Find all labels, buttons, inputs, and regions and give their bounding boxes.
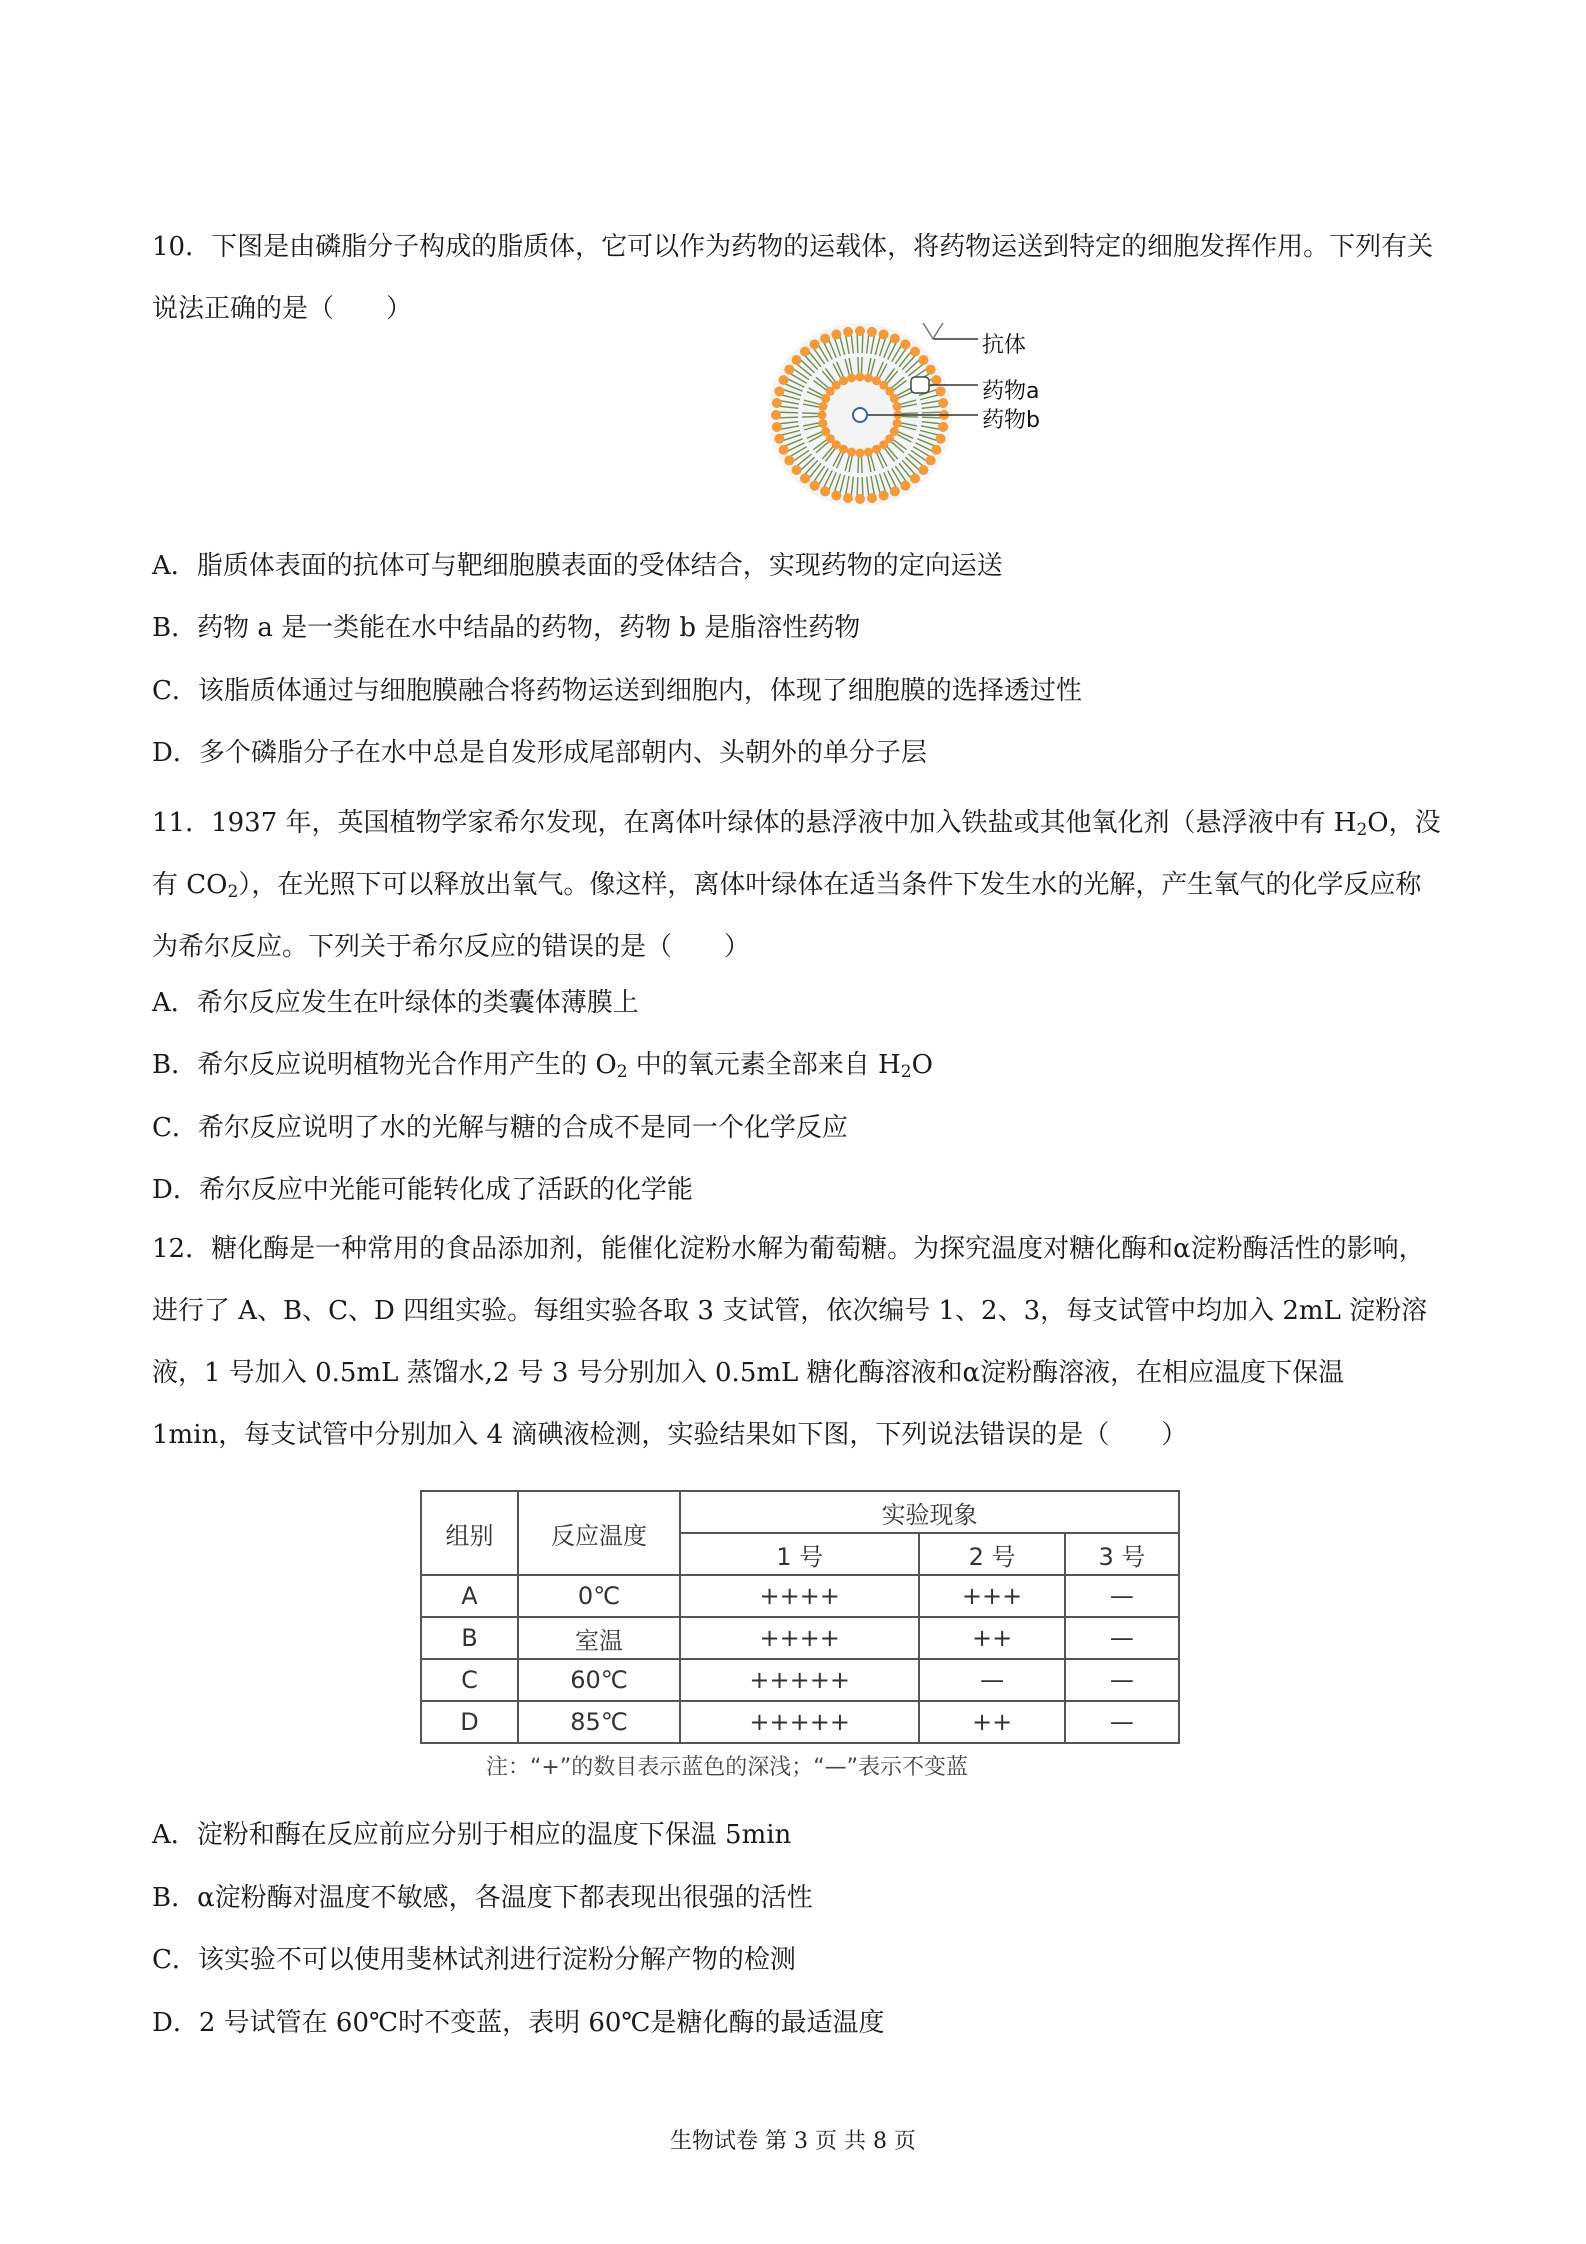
- header-temp: 反应温度: [518, 1491, 680, 1575]
- inner-lipid-head: [872, 445, 881, 454]
- outer-lipid-head: [890, 334, 900, 344]
- outer-lipid-head: [926, 365, 936, 375]
- outer-lipid-head: [918, 465, 928, 475]
- header-phenomenon: 实验现象: [680, 1491, 1179, 1533]
- outer-lipid-head: [867, 327, 877, 337]
- q10-option-c: C．该脂质体通过与细胞膜融合将药物运送到细胞内，体现了细胞膜的选择透过性: [152, 676, 1082, 706]
- cell-tube-3: —: [1065, 1617, 1179, 1659]
- q11-stem: 11．1937 年，英国植物学家希尔发现，在离体叶绿体的悬浮液中加入铁盐或其他氧化剂（悬浮液中有 $H_2O$，没有 $CO_2$），在光照下可以释放出氧气。像这样，离体叶绿体在适当条件下发生水的光解，产生氧气的化学反应称为希尔反应。下列关于希尔反应的错误的是（ ）: [152, 808, 1441, 962]
- table-row: [421, 1575, 1179, 1617]
- inner-lipid-head: [839, 376, 848, 385]
- cell-group: B: [421, 1617, 518, 1659]
- outer-lipid-head: [774, 386, 784, 396]
- outer-lipid-head: [900, 339, 910, 349]
- cell-tube-2: ++: [919, 1701, 1064, 1743]
- q11-option-b: B．希尔反应说明植物光合作用产生的 $O_2$ 中的氧元素全部来自 $H_2O$: [152, 1050, 933, 1082]
- outer-lipid-head: [855, 326, 865, 336]
- inner-lipid-head: [864, 448, 873, 457]
- outer-lipid-head: [831, 491, 841, 501]
- outer-lipid-head: [771, 410, 781, 420]
- q12-option-d: D．2 号试管在 60℃时不变蓝，表明 60℃是糖化酶的最适温度: [152, 2008, 885, 2038]
- outer-lipid-head: [918, 355, 928, 365]
- table-row: [421, 1659, 1179, 1701]
- drug-b-icon: [853, 408, 867, 422]
- cell-group: D: [421, 1701, 518, 1743]
- cell-group: A: [421, 1575, 518, 1617]
- outer-lipid-head: [779, 445, 789, 455]
- outer-lipid-head: [810, 481, 820, 491]
- inner-lipid-head: [818, 411, 827, 420]
- drug-a-icon: [911, 377, 929, 393]
- outer-lipid-head: [910, 347, 920, 357]
- q12-stem: 12．糖化酶是一种常用的食品添加剂，能催化淀粉水解为葡萄糖。为探究温度对糖化酶和α淀粉酶活性的影响，进行了 A、B、C、D 四组实验。每组实验各取 3 支试管，依次编号 1、2、3，每支试管中均加入 2mL 淀粉溶液，1 号加入 0.5mL 蒸馏水,2 号 3 号分别加入 0.5mL 糖化酶溶液和α淀粉酶溶液，在相应温度下保温 1min，每支试管中分别加入 4 滴碘液检测，实验结果如下图，下列说法错误的是（ ）: [152, 1234, 1428, 1450]
- inner-lipid-head: [893, 419, 902, 428]
- q10-stem: 10．下图是由磷脂分子构成的脂质体，它可以作为药物的运载体，将药物运送到特定的细胞发挥作用。下列有关说法正确的是（ ）: [152, 232, 1434, 324]
- inner-lipid-head: [864, 373, 873, 382]
- outer-lipid-head: [831, 329, 841, 339]
- q10-option-b: B．药物 a 是一类能在水中结晶的药物，药物 b 是脂溶性药物: [152, 613, 861, 643]
- inner-lipid-head: [818, 419, 827, 428]
- outer-lipid-head: [938, 422, 948, 432]
- table-row: [421, 1701, 1179, 1743]
- outer-lipid-head: [784, 365, 794, 375]
- outer-lipid-head: [879, 329, 889, 339]
- inner-lipid-head: [856, 449, 865, 458]
- cell-tube-2: —: [919, 1659, 1064, 1701]
- cell-temp: 85℃: [518, 1701, 680, 1743]
- outer-lipid-head: [936, 386, 946, 396]
- outer-lipid-head: [900, 481, 910, 491]
- outer-lipid-head: [810, 339, 820, 349]
- outer-lipid-head: [792, 355, 802, 365]
- outer-lipid-head: [910, 473, 920, 483]
- outer-lipid-head: [843, 327, 853, 337]
- outer-lipid-head: [867, 493, 877, 503]
- inner-lipid-head: [818, 402, 827, 411]
- outer-lipid-head: [772, 398, 782, 408]
- cell-group: C: [421, 1659, 518, 1701]
- inner-lipid-head: [821, 427, 830, 436]
- outer-lipid-head: [772, 422, 782, 432]
- table-row: [421, 1617, 1179, 1659]
- table-note: 注：“+”的数目表示蓝色的深浅；“—”表示不变蓝: [486, 1755, 969, 1780]
- q11-option-a: A．希尔反应发生在叶绿体的类囊体薄膜上: [152, 988, 639, 1018]
- header-tube-1: 1 号: [680, 1533, 919, 1575]
- header-tube-2: 2 号: [919, 1533, 1064, 1575]
- inner-lipid-head: [847, 373, 856, 382]
- cell-tube-1: ++++: [680, 1575, 919, 1617]
- cell-tube-3: —: [1065, 1701, 1179, 1743]
- outer-lipid-head: [774, 434, 784, 444]
- outer-lipid-head: [938, 398, 948, 408]
- results-table: [420, 1490, 1180, 1744]
- outer-lipid-head: [890, 486, 900, 496]
- inner-lipid-head: [856, 373, 865, 382]
- figure-label-drug-b: 药物b: [982, 408, 1040, 433]
- antibody-icon: [923, 323, 943, 339]
- header-tube-3: 3 号: [1065, 1533, 1179, 1575]
- figure-label-antibody: 抗体: [982, 333, 1027, 358]
- q12-option-a: A．淀粉和酶在反应前应分别于相应的温度下保温 5min: [152, 1820, 792, 1850]
- q11-option-d: D．希尔反应中光能可能转化成了活跃的化学能: [152, 1175, 693, 1205]
- q12-option-c: C．该实验不可以使用斐林试剂进行淀粉分解产物的检测: [152, 1945, 796, 1975]
- outer-lipid-head: [820, 486, 830, 496]
- outer-lipid-head: [931, 445, 941, 455]
- outer-lipid-head: [843, 493, 853, 503]
- cell-tube-3: —: [1065, 1575, 1179, 1617]
- outer-lipid-head: [800, 473, 810, 483]
- page-footer: 生物试卷 第 3 页 共 8 页: [670, 2129, 916, 2154]
- inner-lipid-head: [893, 402, 902, 411]
- outer-lipid-head: [800, 347, 810, 357]
- q11-option-c: C．希尔反应说明了水的光解与糖的合成不是同一个化学反应: [152, 1113, 848, 1143]
- cell-tube-1: ++++: [680, 1617, 919, 1659]
- cell-tube-2: ++: [919, 1617, 1064, 1659]
- outer-lipid-head: [931, 375, 941, 385]
- cell-tube-1: +++++: [680, 1659, 919, 1701]
- figure-label-drug-a: 药物a: [982, 379, 1040, 404]
- outer-lipid-head: [779, 375, 789, 385]
- outer-lipid-head: [879, 491, 889, 501]
- cell-temp: 60℃: [518, 1659, 680, 1701]
- inner-lipid-head: [890, 394, 899, 403]
- cell-tube-2: +++: [919, 1575, 1064, 1617]
- outer-lipid-head: [784, 455, 794, 465]
- table-header-row: [421, 1491, 1179, 1533]
- cell-temp: 室温: [518, 1617, 680, 1659]
- q10-option-a: A．脂质体表面的抗体可与靶细胞膜表面的受体结合，实现药物的定向运送: [152, 551, 1003, 581]
- header-group: 组别: [421, 1491, 518, 1575]
- cell-temp: 0℃: [518, 1575, 680, 1617]
- outer-lipid-head: [936, 434, 946, 444]
- cell-tube-1: +++++: [680, 1701, 919, 1743]
- outer-lipid-head: [855, 494, 865, 504]
- cell-tube-3: —: [1065, 1659, 1179, 1701]
- q12-option-b: B．α淀粉酶对温度不敏感，各温度下都表现出很强的活性: [152, 1883, 813, 1913]
- outer-lipid-head: [926, 455, 936, 465]
- q10-option-d: D．多个磷脂分子在水中总是自发形成尾部朝内、头朝外的单分子层: [152, 738, 927, 768]
- outer-lipid-head: [820, 334, 830, 344]
- outer-lipid-head: [792, 465, 802, 475]
- inner-lipid-head: [847, 448, 856, 457]
